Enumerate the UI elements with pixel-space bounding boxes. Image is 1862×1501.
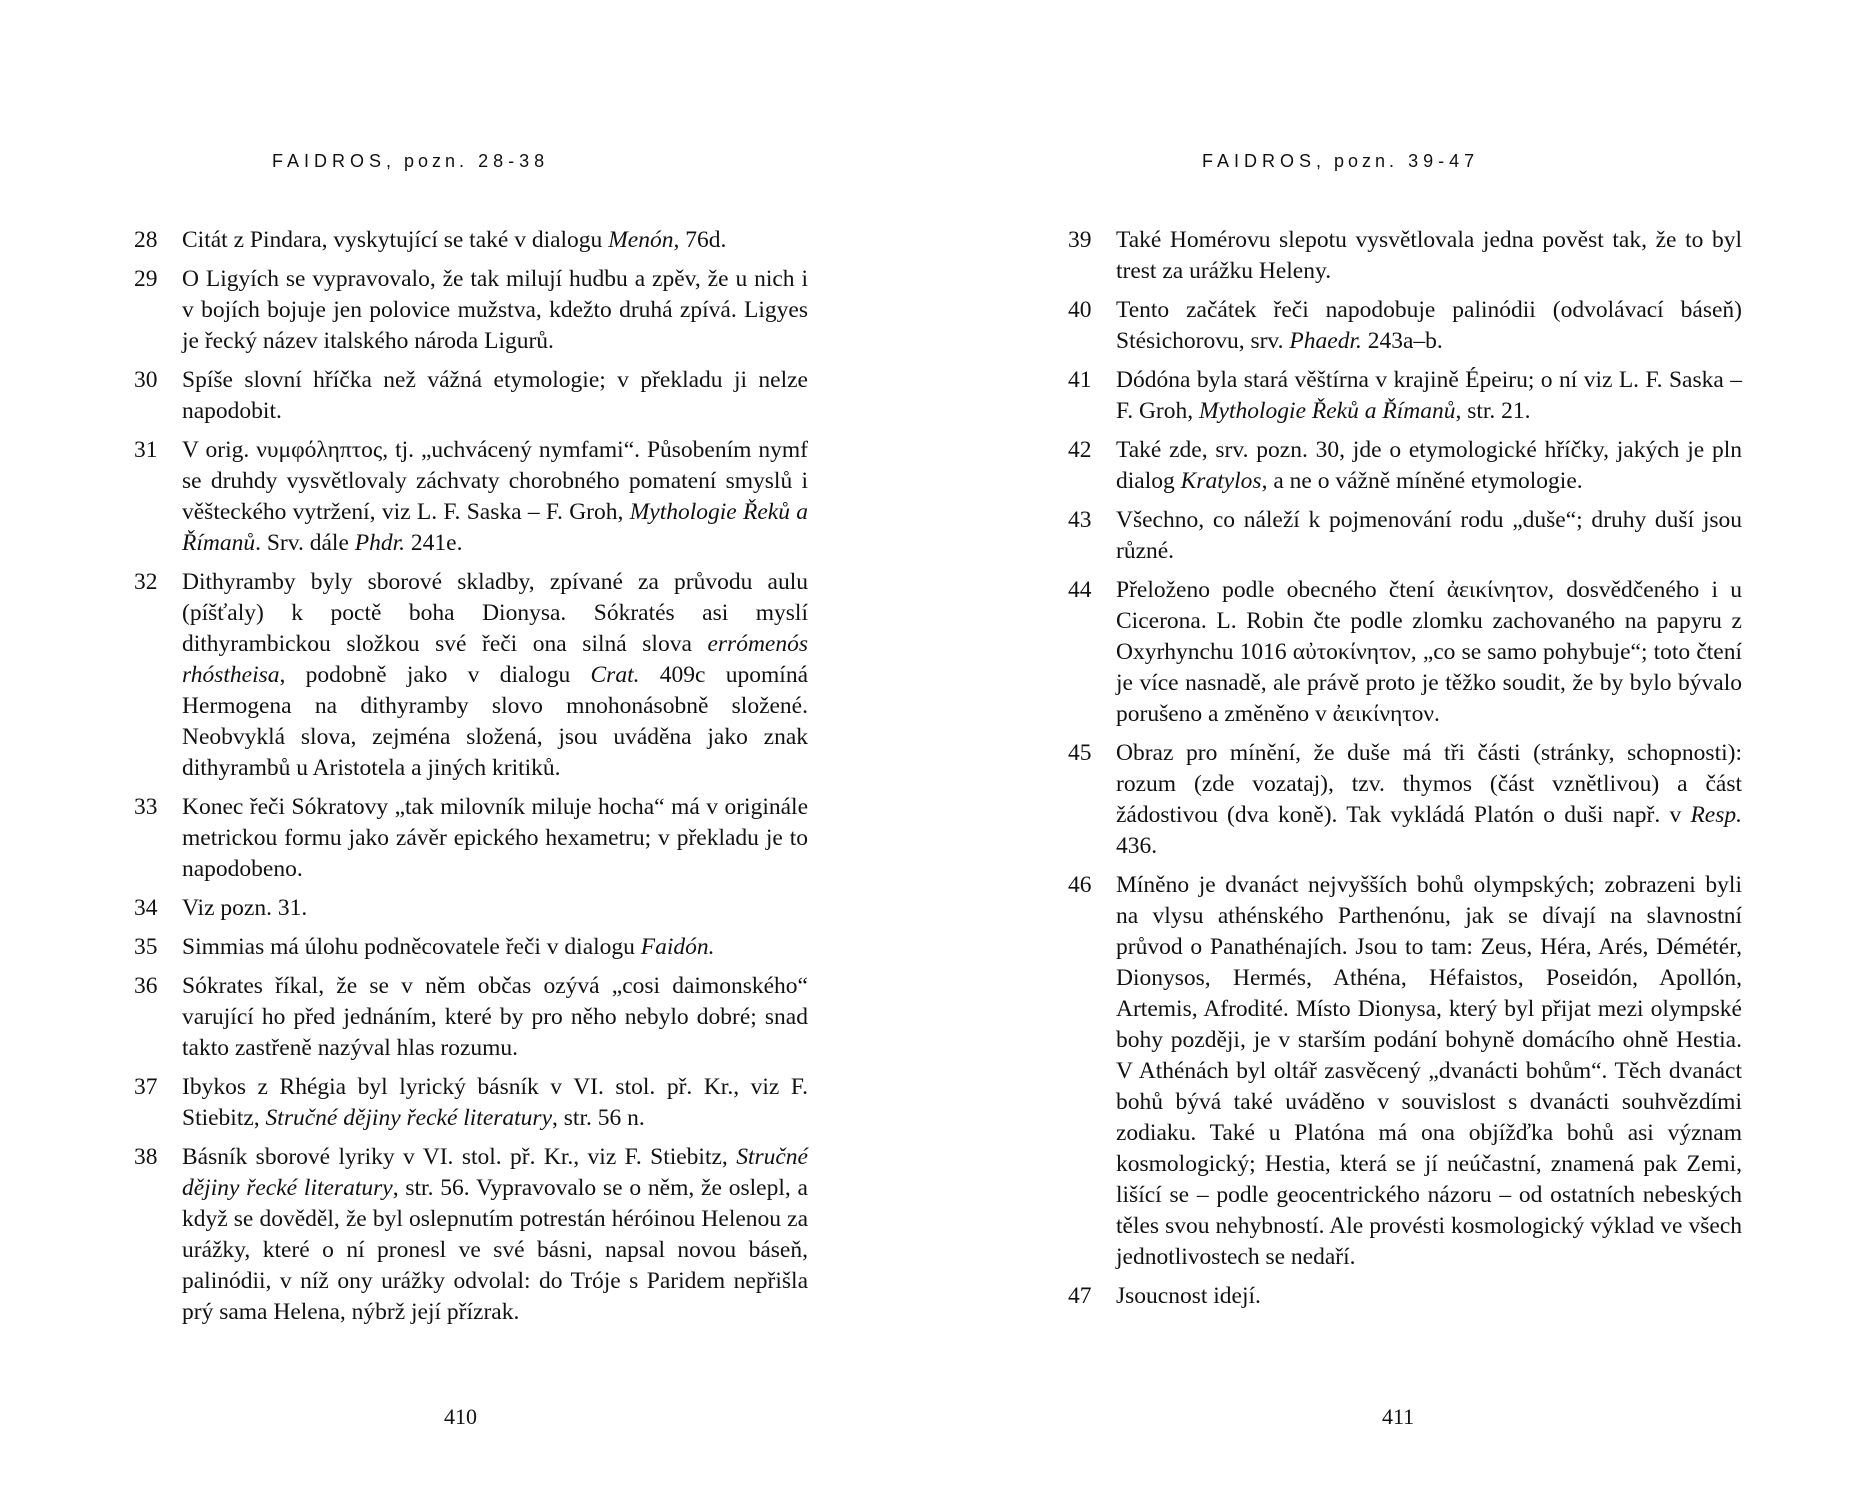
note-number: 31 xyxy=(134,437,158,463)
note-item xyxy=(1066,575,1742,730)
note-number: 42 xyxy=(1068,437,1092,463)
note-text-segment: Citát z Pindara, vyskytující se také v dialogu xyxy=(182,227,609,253)
note-item xyxy=(132,893,808,924)
note-item xyxy=(132,435,808,559)
note-number: 40 xyxy=(1068,297,1092,323)
note-text xyxy=(182,365,808,427)
right-page xyxy=(1066,0,1742,1501)
note-text-segment: 241e. xyxy=(405,530,463,556)
running-head-left xyxy=(272,151,549,172)
note-number: 39 xyxy=(1068,227,1092,253)
note-text xyxy=(1116,505,1742,567)
running-head-sep: , pozn. xyxy=(1316,151,1399,171)
note-text xyxy=(1116,435,1742,497)
note-text-italic: Crat. xyxy=(590,662,640,688)
note-text-italic: Faidón. xyxy=(640,934,715,960)
note-text xyxy=(1116,870,1742,1273)
note-number: 33 xyxy=(134,794,158,820)
note-item xyxy=(1066,738,1742,862)
note-text xyxy=(182,264,808,357)
note-item xyxy=(132,225,808,256)
note-text-segment: V orig. νυμφόληπτος, tj. „uchvácený nymfami“. Působením nymf se druhdy vysvětlovaly záchvaty chorobného pomatení smyslů i věšteckého vytržení, viz L. F. Saska – F. Groh, xyxy=(182,437,808,525)
note-text xyxy=(182,1072,808,1134)
note-number: 38 xyxy=(134,1144,158,1170)
note-text-italic: Phdr. xyxy=(354,530,406,556)
note-number: 44 xyxy=(1068,577,1092,603)
note-text-segment: , str. 21. xyxy=(1455,398,1531,424)
note-text-segment: 409c upomíná Hermogena na dithyramby slovo mnohonásobně složené. Neobvyklá slova, zejména složená, jsou uváděna jako znak dithyrambů u Aristotela a jiných kritiků. xyxy=(182,662,808,781)
note-number: 34 xyxy=(134,895,158,921)
note-text-segment: Míněno je dvanáct nejvyšších bohů olympských; zobrazeni byli na vlysu athénského Parthenónu, jak se dívají na slavnostní průvod o Panathénajích. Jsou to tam: Zeus, Héra, Arés, Démétér, Dionysos, Hermés, Athéna, Héfaistos, Poseidón, Apollón, Artemis, Afrodité. Místo Dionysa, který byl přijat mezi olympské bohy později, je v starším podání bohyně domácího ohně Hestia. V Athénách byl oltář zasvěcený „dvanácti bohům“. Těch dvanáct bohů bývá také uváděno v souvislost s dvanácti souhvězdími zodiaku. Také u Platóna má ona objížďka bohů asi význam kosmologický; Hestia, která se jí neúčastní, znamená pak Zemi, lišící se – podle geocentrického názoru – od ostatních nebeských těles svou nehybností. Ale provésti kosmologický výklad ve všech jednotlivostech se nedaří. xyxy=(1116,872,1742,1270)
note-number: 32 xyxy=(134,569,158,595)
note-text-segment: Přeloženo podle obecného čtení ἀεικίνητον, dosvědčeného i u Cicerona. L. Robin čte podle zlomku zachovaného na papyru z Oxyrhynchu 1016 αὐτοκίνητον, „co se samo pohybuje“; toto čtení je více nasnadě, ale právě proto je těžko soudit, že by bylo bývalo porušeno a změněno v ἀεικίνητον. xyxy=(1116,577,1742,727)
note-text-segment: 243a–b. xyxy=(1361,328,1443,354)
note-item xyxy=(132,1072,808,1134)
note-text-segment: 436. xyxy=(1116,833,1158,859)
note-text-segment: Také zde, srv. pozn. 30, jde o etymologické hříčky, jakých je pln dialog xyxy=(1116,437,1742,494)
note-number: 43 xyxy=(1068,507,1092,533)
note-text xyxy=(182,435,808,559)
note-item xyxy=(1066,295,1742,357)
note-item xyxy=(132,792,808,885)
note-text xyxy=(1116,225,1742,287)
note-text-segment: Dithyramby byly sborové skladby, zpívané za průvodu aulu (píšťaly) k poctě boha Dionysa. Sókratés asi myslí dithyrambickou složkou své řeči ona silná slova xyxy=(182,569,808,657)
note-text xyxy=(182,893,808,924)
note-text-italic: Mythologie Řeků a Římanů xyxy=(1198,398,1456,424)
note-text-italic: Phaedr. xyxy=(1289,328,1362,354)
note-text xyxy=(1116,738,1742,862)
note-text xyxy=(1116,1281,1742,1312)
note-number: 46 xyxy=(1068,872,1092,898)
note-item xyxy=(132,971,808,1064)
note-item xyxy=(1066,1281,1742,1312)
note-item xyxy=(132,1142,808,1328)
note-text-italic: Stručné dějiny řecké literatury xyxy=(182,1144,808,1201)
note-item xyxy=(1066,870,1742,1273)
note-item xyxy=(132,567,808,784)
note-item xyxy=(1066,435,1742,497)
running-head-title: FAIDROS xyxy=(1202,151,1317,171)
note-text-segment: Konec řeči Sókratovy „tak milovník miluje hocha“ má v originále metrickou formu jako závěr epického hexametru; v překladu je to napodobeno. xyxy=(182,794,808,882)
note-number: 45 xyxy=(1068,740,1092,766)
note-text xyxy=(182,225,808,256)
note-number: 47 xyxy=(1068,1283,1092,1309)
note-text-segment: , podobně jako v dialogu xyxy=(279,662,591,688)
note-text-segment: Simmias má úlohu podněcovatele řeči v dialogu xyxy=(182,934,641,960)
note-text-segment: Básník sborové lyriky v VI. stol. př. Kr., viz F. Stiebitz, xyxy=(182,1144,737,1170)
note-text xyxy=(182,971,808,1064)
note-text xyxy=(1116,365,1742,427)
note-text-italic: Stručné dějiny řecké literatury xyxy=(265,1105,553,1131)
running-head-title: FAIDROS xyxy=(272,151,387,171)
running-head-range: 39-47 xyxy=(1408,151,1480,171)
note-text-segment: , 76d. xyxy=(673,227,727,253)
note-text-italic: errómenós rhóstheisa xyxy=(182,631,808,688)
note-text xyxy=(182,792,808,885)
note-text-italic: Mythologie Řeků a Římanů xyxy=(182,499,809,556)
note-text-italic: Menón xyxy=(608,227,674,253)
note-item xyxy=(132,264,808,357)
note-text-segment: . Srv. dále xyxy=(255,530,355,556)
notes-list-right xyxy=(1066,225,1742,1320)
page-number-right: 411 xyxy=(1382,1404,1415,1429)
note-number: 41 xyxy=(1068,367,1092,393)
note-number: 29 xyxy=(134,266,158,292)
note-text xyxy=(182,567,808,784)
note-text-segment: Tento začátek řeči napodobuje palinódii (odvolávací báseň) Stésichorovu, srv. xyxy=(1116,297,1742,354)
note-number: 28 xyxy=(134,227,158,253)
notes-list-left xyxy=(132,225,808,1336)
note-item xyxy=(1066,505,1742,567)
note-text-segment: , str. 56. Vypravovalo se o něm, že oslepl, a když se dověděl, že byl oslepnutím potrestán héróinou Helenou za urážky, které o ní pronesl ve své básni, napsal novou báseň, palinódii, v níž ony urážky odvolal: do Tróje s Paridem nepřišla prý sama Helena, nýbrž její přízrak. xyxy=(182,1175,808,1325)
note-text-segment: Také Homérovu slepotu vysvětlovala jedna pověst tak, že to byl trest za urážku Heleny. xyxy=(1116,227,1742,284)
left-page xyxy=(132,0,808,1501)
note-text-segment: Jsoucnost idejí. xyxy=(1116,1283,1261,1309)
note-number: 35 xyxy=(134,934,158,960)
note-text-segment: Ibykos z Rhégia byl lyrický básník v VI. stol. př. Kr., viz F. Stiebitz, xyxy=(182,1074,808,1131)
running-head-sep: , pozn. xyxy=(386,151,469,171)
note-text-segment: Spíše slovní hříčka než vážná etymologie; v překladu ji nelze napodobit. xyxy=(182,367,808,424)
page-number-left: 410 xyxy=(444,1404,477,1429)
note-text-segment: Viz pozn. 31. xyxy=(182,895,308,921)
note-text-segment: O Ligyích se vypravovalo, že tak milují hudbu a zpěv, že u nich i v bojích bojuje jen polovice mužstva, kdežto druhá zpívá. Ligyes je řecký název italského národa Ligurů. xyxy=(182,266,808,354)
note-text-segment: Všechno, co náleží k pojmenování rodu „duše“; druhy duší jsou různé. xyxy=(1116,507,1742,564)
note-text-segment: , a ne o vážně míněné etymologie. xyxy=(1261,468,1583,494)
note-number: 36 xyxy=(134,973,158,999)
note-text xyxy=(1116,295,1742,357)
note-item xyxy=(132,365,808,427)
note-text xyxy=(182,1142,808,1328)
note-text-segment: Sókrates říkal, že se v něm občas ozývá „cosi daimonského“ varující ho před jednáním, které by pro něho nebylo dobré; snad takto zastřeně nazýval hlas rozumu. xyxy=(182,973,808,1061)
note-text-segment: Obraz pro mínění, že duše má tři části (stránky, schopnosti): rozum (zde vozataj), tzv. thymos (část vznětlivou) a část žádostivou (dva koně). Tak vykládá Platón o duši např. v xyxy=(1116,740,1742,828)
note-text-italic: Resp. xyxy=(1690,802,1742,828)
note-text-italic: Kratylos xyxy=(1180,468,1262,494)
running-head-right xyxy=(1202,151,1479,172)
note-text xyxy=(1116,575,1742,730)
note-text xyxy=(182,932,808,963)
note-text-segment: Dódóna byla stará věštírna v krajině Épeiru; o ní viz L. F. Saska – F. Groh, xyxy=(1116,367,1742,424)
running-head-range: 28-38 xyxy=(478,151,550,171)
note-item xyxy=(132,932,808,963)
note-text-segment: , str. 56 n. xyxy=(552,1105,645,1131)
note-item xyxy=(1066,225,1742,287)
note-item xyxy=(1066,365,1742,427)
note-number: 30 xyxy=(134,367,158,393)
note-number: 37 xyxy=(134,1074,158,1100)
